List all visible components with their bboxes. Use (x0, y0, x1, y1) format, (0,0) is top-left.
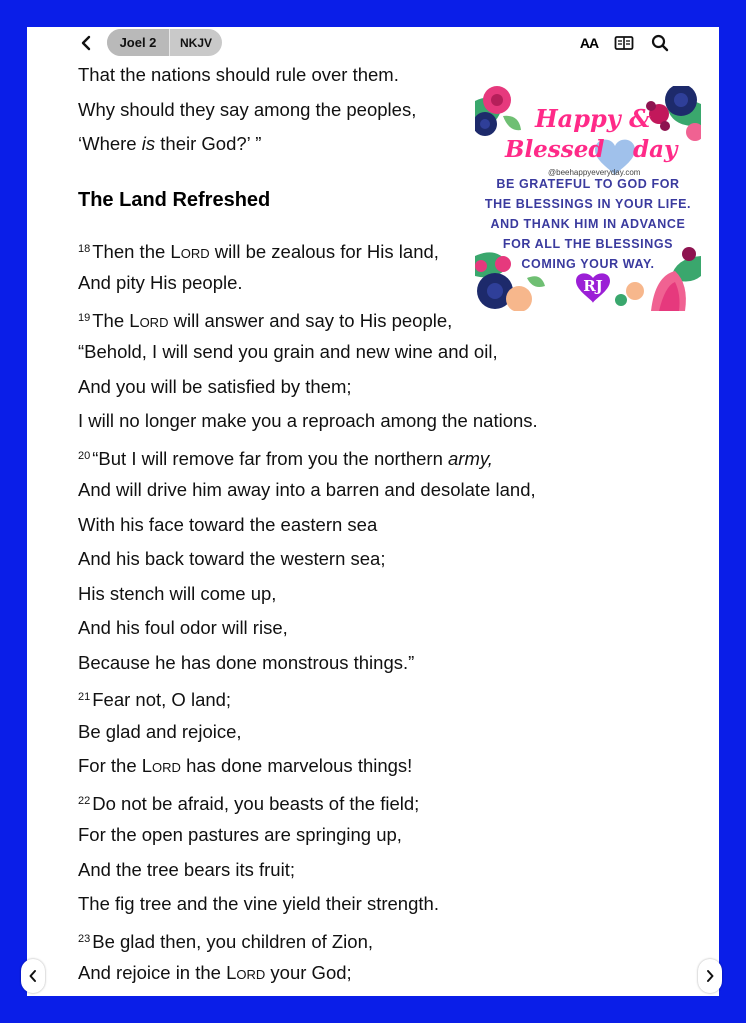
verse-19: $^{19}$ The Lord will answer and say to His people, (78, 310, 453, 331)
ad-title-line2-end: day (633, 136, 678, 163)
next-chapter-button[interactable] (698, 959, 722, 993)
verse-number: 22 (78, 795, 91, 807)
ad-message-line: COMING YOUR WAY. (521, 257, 655, 271)
ad-message-line: FOR ALL THE BLESSINGS (502, 237, 674, 251)
ad-title-line1: Happy & (535, 104, 651, 133)
chevron-left-icon (80, 35, 92, 51)
chevron-right-icon (705, 969, 715, 983)
verse-number: 18 (78, 243, 91, 255)
version-button[interactable]: NKJV (169, 29, 222, 56)
verse-line: And pity His people. (78, 272, 243, 293)
verse-line: Why should they say among the peoples, (78, 99, 417, 120)
book-chapter-button[interactable]: Joel 2 (107, 29, 169, 56)
verse-line: Because he has done monstrous things.” (78, 652, 415, 673)
verse-line: And you will be satisfied by them; (78, 376, 352, 397)
verse-number: 20 (78, 450, 91, 462)
verse-line: For the open pastures are springing up, (78, 824, 402, 845)
verse-21: $^{21}$ Fear not, O land; (78, 689, 232, 710)
ad-title-line2: Blessed (505, 136, 605, 163)
verse-22: $^{22}$ Do not be afraid, you beasts of the field; (78, 793, 420, 814)
reader-page (27, 27, 719, 996)
verse-line: Be glad and rejoice, (78, 721, 242, 742)
font-size-button[interactable] (577, 32, 601, 54)
section-heading: The Land Refreshed (78, 189, 271, 211)
verse-line: The fig tree and the vine yield their strength. (78, 893, 439, 914)
verse-line: His stench will come up, (78, 583, 277, 604)
ad-message-line: BE GRATEFUL TO GOD FOR (496, 177, 680, 191)
verse-23: $^{23}$ Be glad then, you children of Zion, (78, 931, 374, 952)
verse-number: 19 (78, 312, 91, 324)
ad-message-line: THE BLESSINGS IN YOUR LIFE. (484, 197, 692, 211)
previous-chapter-button[interactable] (21, 959, 45, 993)
verse-20: $^{20}$ “But I will remove far from you the northern army, (78, 448, 493, 469)
inline-ad-image[interactable] (475, 86, 701, 311)
verse-line: With his face toward the eastern sea (78, 514, 378, 535)
verse-line: And the tree bears its fruit; (78, 859, 295, 880)
verse-line: I will no longer make you a reproach among the nations. (78, 410, 538, 431)
book-icon (614, 35, 634, 51)
verse-line: And his foul odor will rise, (78, 617, 288, 638)
verse-line: ‘Where is their God?’ ” (78, 133, 262, 154)
verse-line: And will drive him away into a barren and desolate land, (78, 479, 536, 500)
verse-number: 21 (78, 691, 91, 703)
search-icon (651, 34, 669, 52)
ad-message-line: AND THANK HIM IN ADVANCE (490, 217, 686, 231)
verse-line: “Behold, I will send you grain and new wine and oil, (78, 341, 498, 362)
verse-line: For the Lord has done marvelous things! (78, 755, 413, 776)
ad-signature: RJ (583, 277, 603, 295)
chevron-left-icon (28, 969, 38, 983)
verse-line: And his back toward the western sea; (78, 548, 386, 569)
verse-number: 23 (78, 933, 91, 945)
reader-mode-button[interactable] (613, 32, 635, 54)
verse-line: That the nations should rule over them. (78, 64, 399, 85)
back-button[interactable] (75, 31, 97, 55)
verse-18: $^{18}$ Then the Lord will be zealous for His land, (78, 241, 439, 262)
search-button[interactable] (649, 32, 671, 54)
top-toolbar (27, 27, 719, 59)
passage-selector (107, 29, 222, 56)
verse-line: And rejoice in the Lord your God; (78, 962, 352, 983)
ad-website: @beehappyeveryday.com (548, 168, 641, 177)
font-size-icon: AA (579, 35, 599, 51)
